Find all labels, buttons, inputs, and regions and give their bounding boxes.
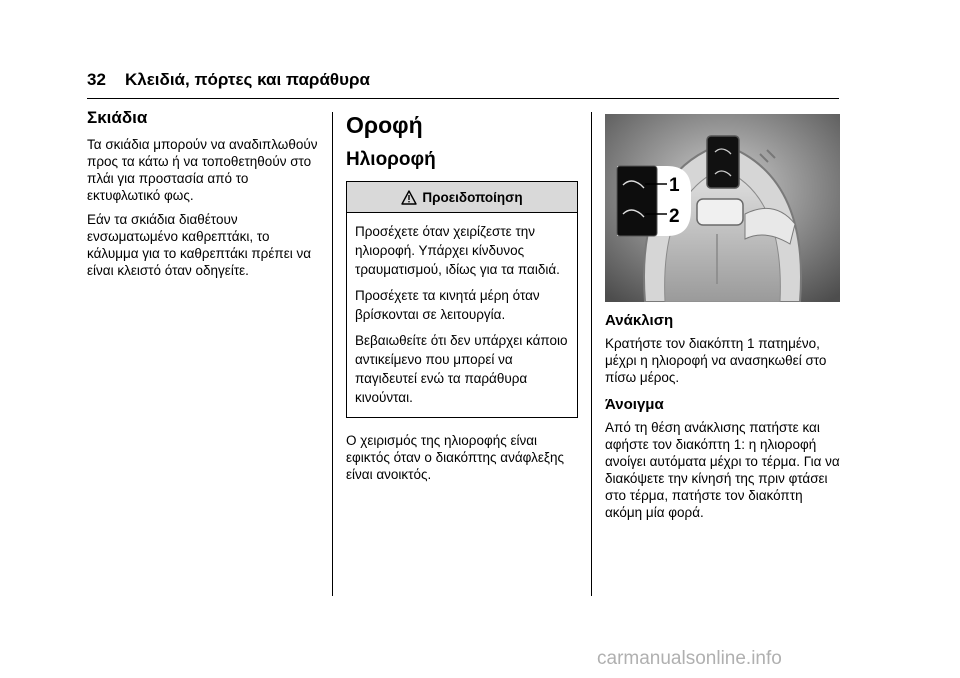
heading-tilt: Ανάκλιση	[605, 312, 674, 329]
sunroof-switch-illustration	[605, 114, 840, 302]
paragraph: Κρατήστε τον διακόπτη 1 πατημένο, μέχρι η ηλιοροφή να ανασηκωθεί στο πίσω μέρος.	[605, 336, 827, 385]
column-divider-1	[332, 112, 333, 596]
subsection-heading-sunroof: Ηλιοροφή	[346, 149, 436, 170]
warning-box	[346, 181, 578, 418]
page-header	[87, 70, 370, 90]
header-rule	[87, 98, 839, 99]
warning-text: Προσέχετε τα κινητά μέρη όταν βρίσκονται σε λειτουργία.	[355, 288, 540, 322]
paragraph: Εάν τα σκιάδια διαθέτουν ενσωματωμένο καθρεπτάκι, το κάλυμμα για το καθρεπτάκι πρέπει να είναι κλειστό όταν οδηγείτε.	[87, 212, 312, 278]
section-heading-sunvisors: Σκιάδια	[87, 108, 148, 127]
chapter-title: Κλειδιά, πόρτες και παράθυρα	[125, 70, 370, 89]
warning-text: Προσέχετε όταν χειρίζεστε την ηλιοροφή. Υπάρχει κίνδυνος τραυματισμού, ιδίως για τα παιδιά.	[355, 224, 560, 277]
column-divider-2	[591, 112, 592, 596]
watermark: carmanualsonline.info	[597, 648, 782, 669]
callout-1: 1	[669, 175, 680, 196]
paragraph: Ο χειρισμός της ηλιοροφής είναι εφικτός όταν ο διακόπτης ανάφλεξης είναι ανοικτός.	[346, 433, 564, 482]
column-sunvisors	[87, 108, 319, 286]
heading-open: Άνοιγμα	[605, 396, 664, 413]
sunroof-switch-figure	[605, 114, 840, 302]
paragraph: Τα σκιάδια μπορούν να αναδιπλωθούν προς τα κάτω ή να τοποθετηθούν στο πλάι για προστασία από το εκτυφλωτικό φως.	[87, 137, 318, 203]
warning-header	[347, 182, 577, 213]
section-heading-roof: Οροφή	[346, 112, 423, 138]
column-sunroof-operation	[605, 108, 840, 528]
paragraph: Από τη θέση ανάκλισης πατήστε και αφήστε τον διακόπτη 1: η ηλιοροφή ανοίγει αυτόματα μέχρι το τέρμα. Για να διακόψετε την κίνησή της πριν φτάσει στο τέρμα, πατήστε τον διακόπτη ακόμη μία φορά.	[605, 420, 840, 520]
warning-body	[347, 213, 577, 417]
column-roof	[346, 108, 578, 490]
warning-title: Προειδοποίηση	[422, 189, 523, 205]
page-number: 32	[87, 70, 106, 89]
callout-2: 2	[669, 206, 680, 227]
warning-triangle-icon	[401, 190, 417, 205]
warning-text: Βεβαιωθείτε ότι δεν υπάρχει κάποιο αντικείμενο που μπορεί να παγιδευτεί ενώ τα παράθυρα κινούνται.	[355, 333, 568, 405]
